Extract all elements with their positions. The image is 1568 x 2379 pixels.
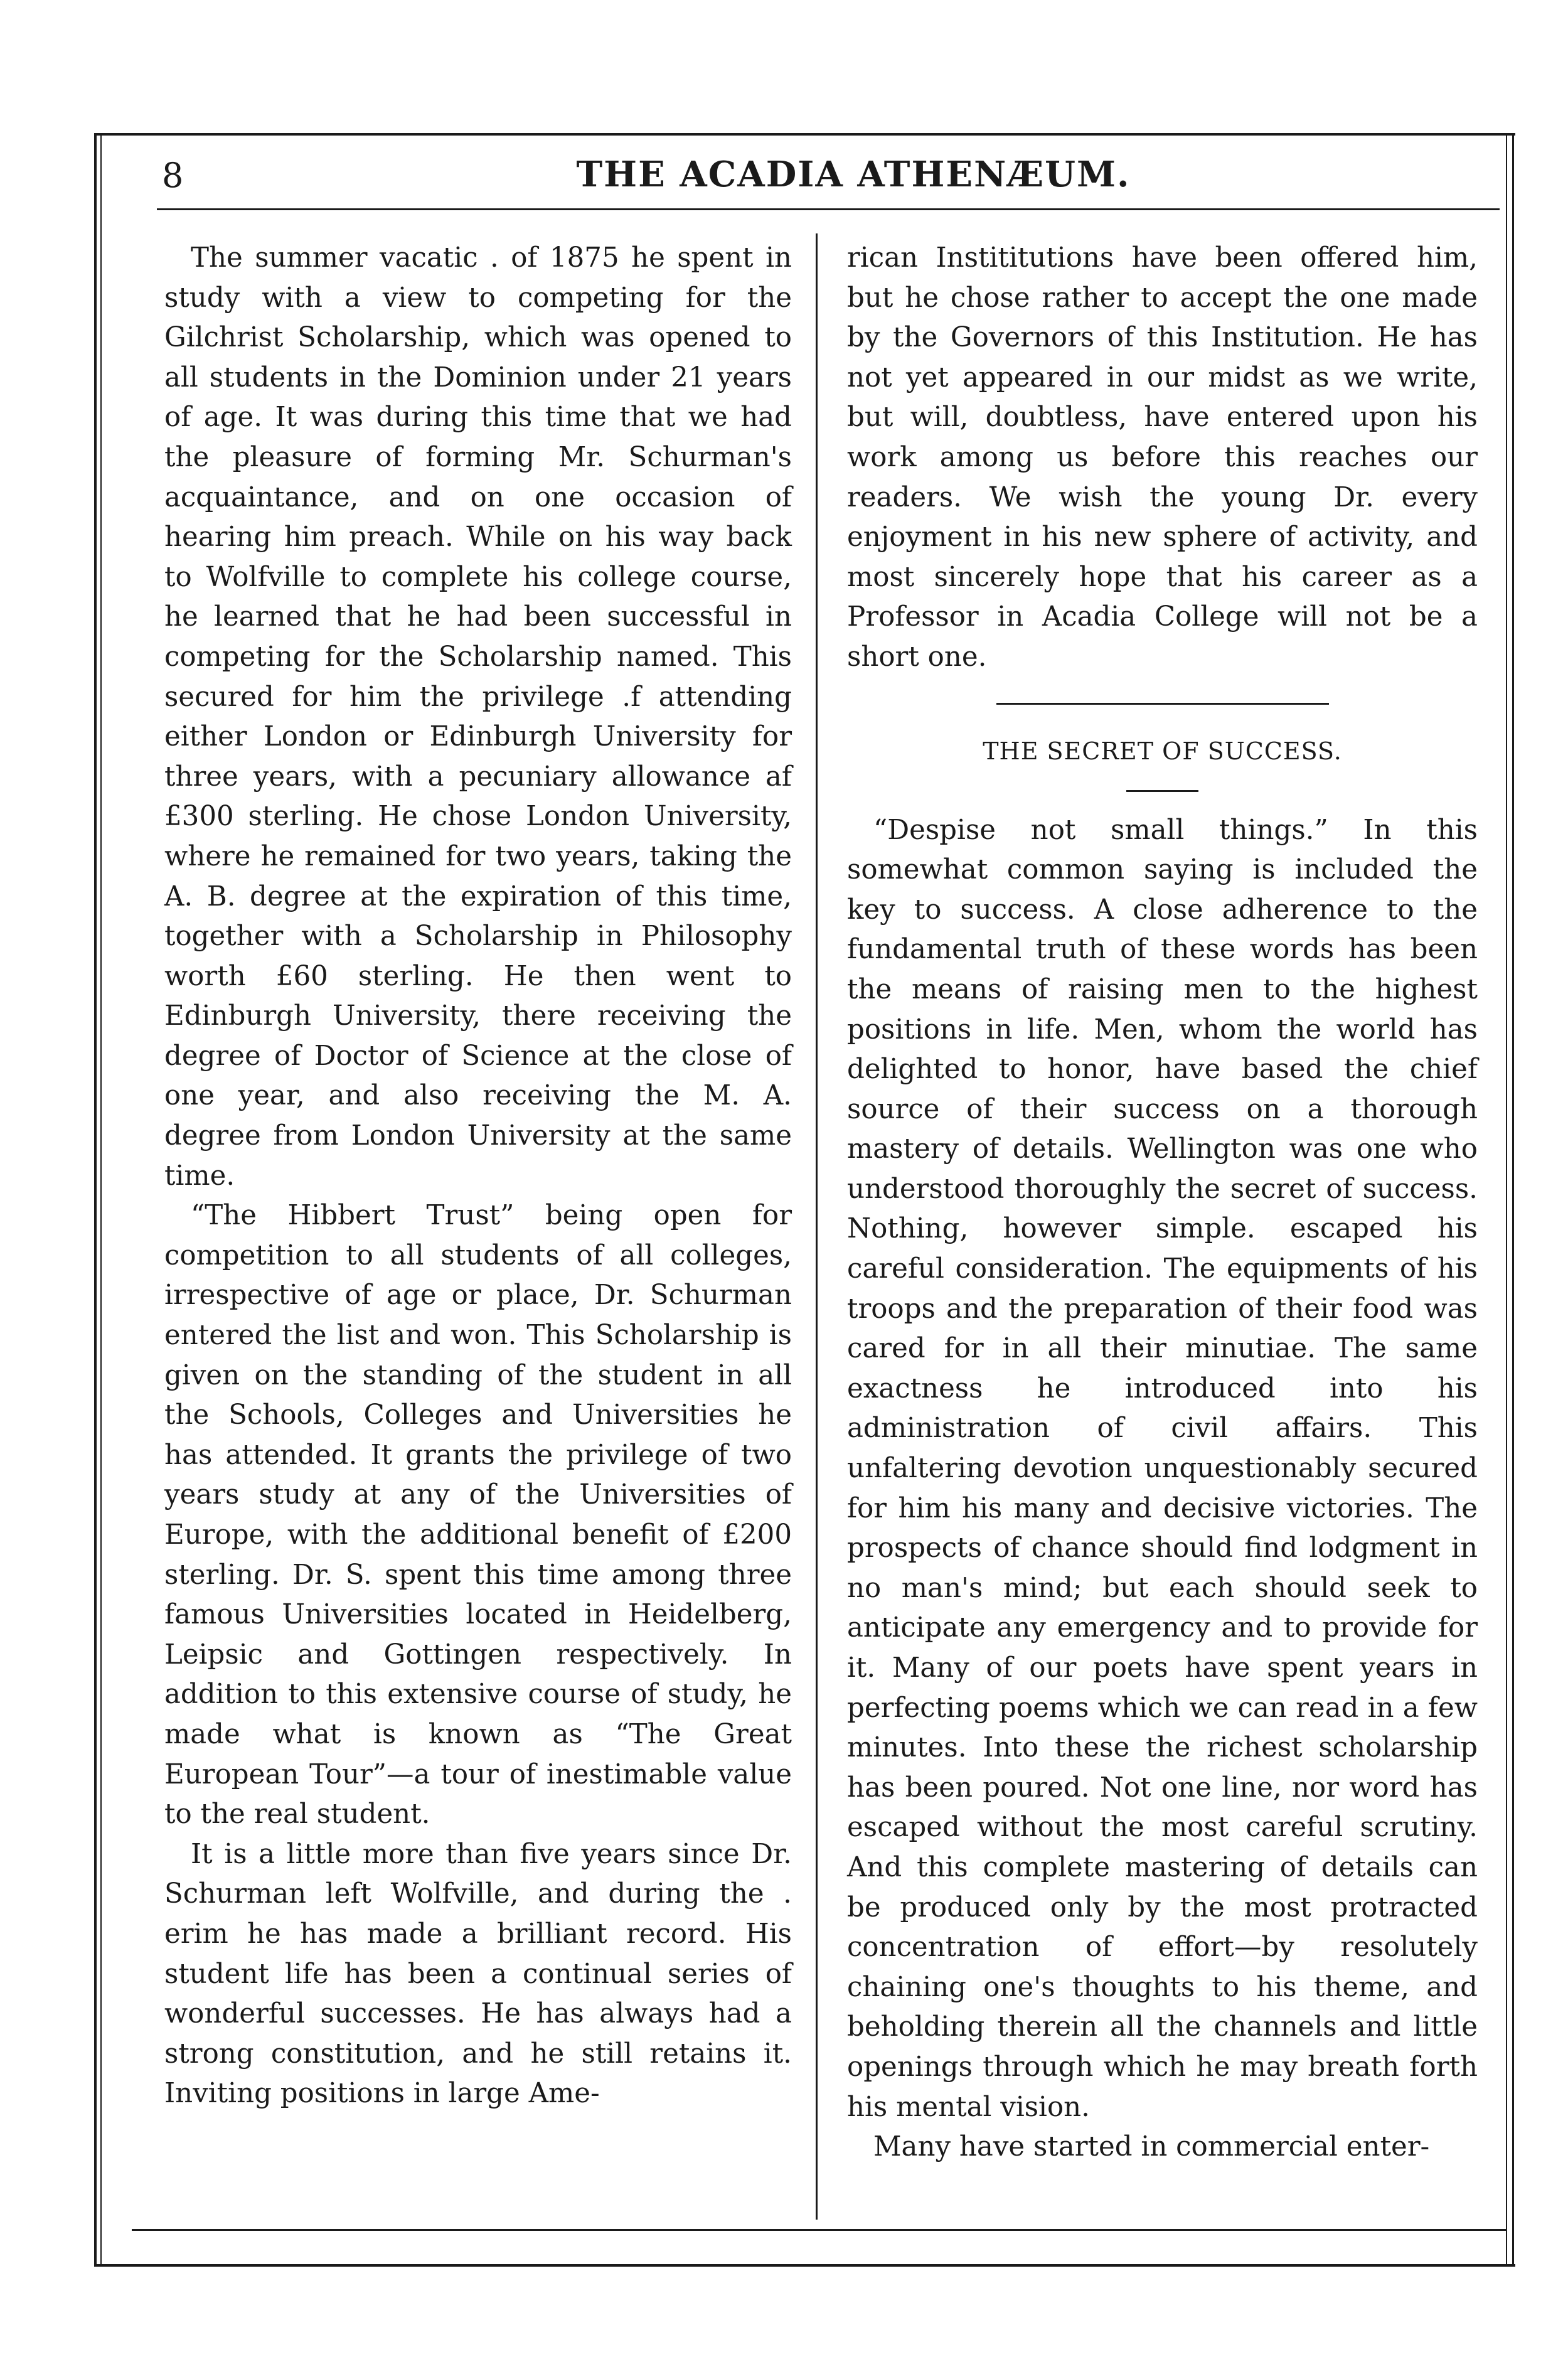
section-separator — [996, 703, 1329, 705]
page-number: 8 — [162, 156, 184, 195]
article-paragraph: The summer vacatic . of 1875 he spent in study with a view to competing for the Gilchrist Scholarship, which was opened to all students in the Dominion under 21 years of age. It was during this time that we had the pleasure of forming Mr. Schurman's acquaintance, and on one occasion of hearing him preach. While on his way back to Wolfville to complete his college course, he learned that he had been successful in competing for the Scholarship named. This secured for him the privilege .f attending either London or Edinburgh University for three years, with a pecuniary allowance af £300 sterling. He chose London University, where he remained for two years, taking the A. B. degree at the expiration of this time, together with a Scholarship in Philosophy worth £60 sterling. He then went to Edinburgh University, there receiving the degree of Doctor of Science at the close of one year, and also receiving the M. A. degree from London University at the same time. — [164, 242, 792, 1192]
top-border — [94, 133, 1515, 136]
article-paragraph: “Despise not small things.” In this somewhat common saying is included the key to success. A close adherence to the fundamental truth of these words has been the means of raising men to the highest positions in life. Men, whom the world has delighted to honor, have based the chief source of their success on a thorough mastery of details. Wellington was one who understood thoroughly the secret of success. Nothing, however simple. escaped his careful consideration. The equipments of his troops and the preparation of their food was cared for in all their minutiae. The same exactness he introduced into his administration of civil affairs. This unfaltering devotion unquestionably secured for him his many and decisive victories. The prospects of chance should find lodgment in no man's mind; but each should seek to anticipate any emergency and to provide for it. Many of our poets have spent years in perfecting poems which we can read in a few minutes. Into these the richest scholarship has been poured. Not one line, nor word has escaped without the most careful scrutiny. And this complete mastering of details can be produced only by the most protracted concentration of effort—by resolutely chaining one's thoughts to his theme, and beholding therein all the channels and little openings through which he may breath forth his mental vision. — [847, 814, 1478, 2123]
article-continuation: rican Instititutions have been offered him, but he chose rather to accept the one made by the Governors of this Institution. He has not yet appeared in our midst as we write, but will, doubtless, have entered upon his work among us before this reaches our readers. We wish the young Dr. every enjoyment in his new sphere of activity, and most sincerely hope that his career as a Professor in Acadia College will not be a short one. — [847, 242, 1478, 673]
right-border-inner — [1506, 133, 1507, 2267]
bottom-border — [94, 2264, 1515, 2267]
article-paragraph: “The Hibbert Trust” being open for competition to all students of all colleges, irrespective of age or place, Dr. Schurman entered the list and won. This Scholarship is given on the standing of the student in all the Schools, Colleges and Universities he has attended. It grants the privilege of two years study at any of the Universities of Europe, with the additional benefit of £200 sterling. Dr. S. spent this time among three famous Universities located in Heidelberg, Leipsic and Gottingen respectively. In addition to this extensive course of study, he made what is known as “The Great European Tour”—a tour of inestimable value to the real student. — [164, 1200, 792, 1831]
left-border — [94, 133, 97, 2267]
right-border — [1512, 133, 1514, 2267]
right-column — [847, 238, 1478, 2168]
article-paragraph: Many have started in commercial enter- — [873, 2131, 1430, 2163]
heading-underline — [1126, 790, 1198, 792]
section-heading: THE SECRET OF SUCCESS. — [983, 737, 1342, 765]
header-rule — [157, 208, 1500, 210]
column-divider — [816, 233, 818, 2220]
left-border-inner — [100, 133, 102, 2267]
masthead-title: THE ACADIA ATHENÆUM. — [576, 154, 1131, 195]
bottom-border-inner — [132, 2229, 1506, 2231]
article-paragraph: It is a little more than five years since Dr. Schurman left Wolfville, and during the . erim he has made a brilliant record. His student life has been a continual series of wonderful successes. He has always had a strong constitution, and he still retains it. Inviting positions in large Ame- — [164, 1838, 792, 2110]
left-column — [164, 238, 792, 2114]
